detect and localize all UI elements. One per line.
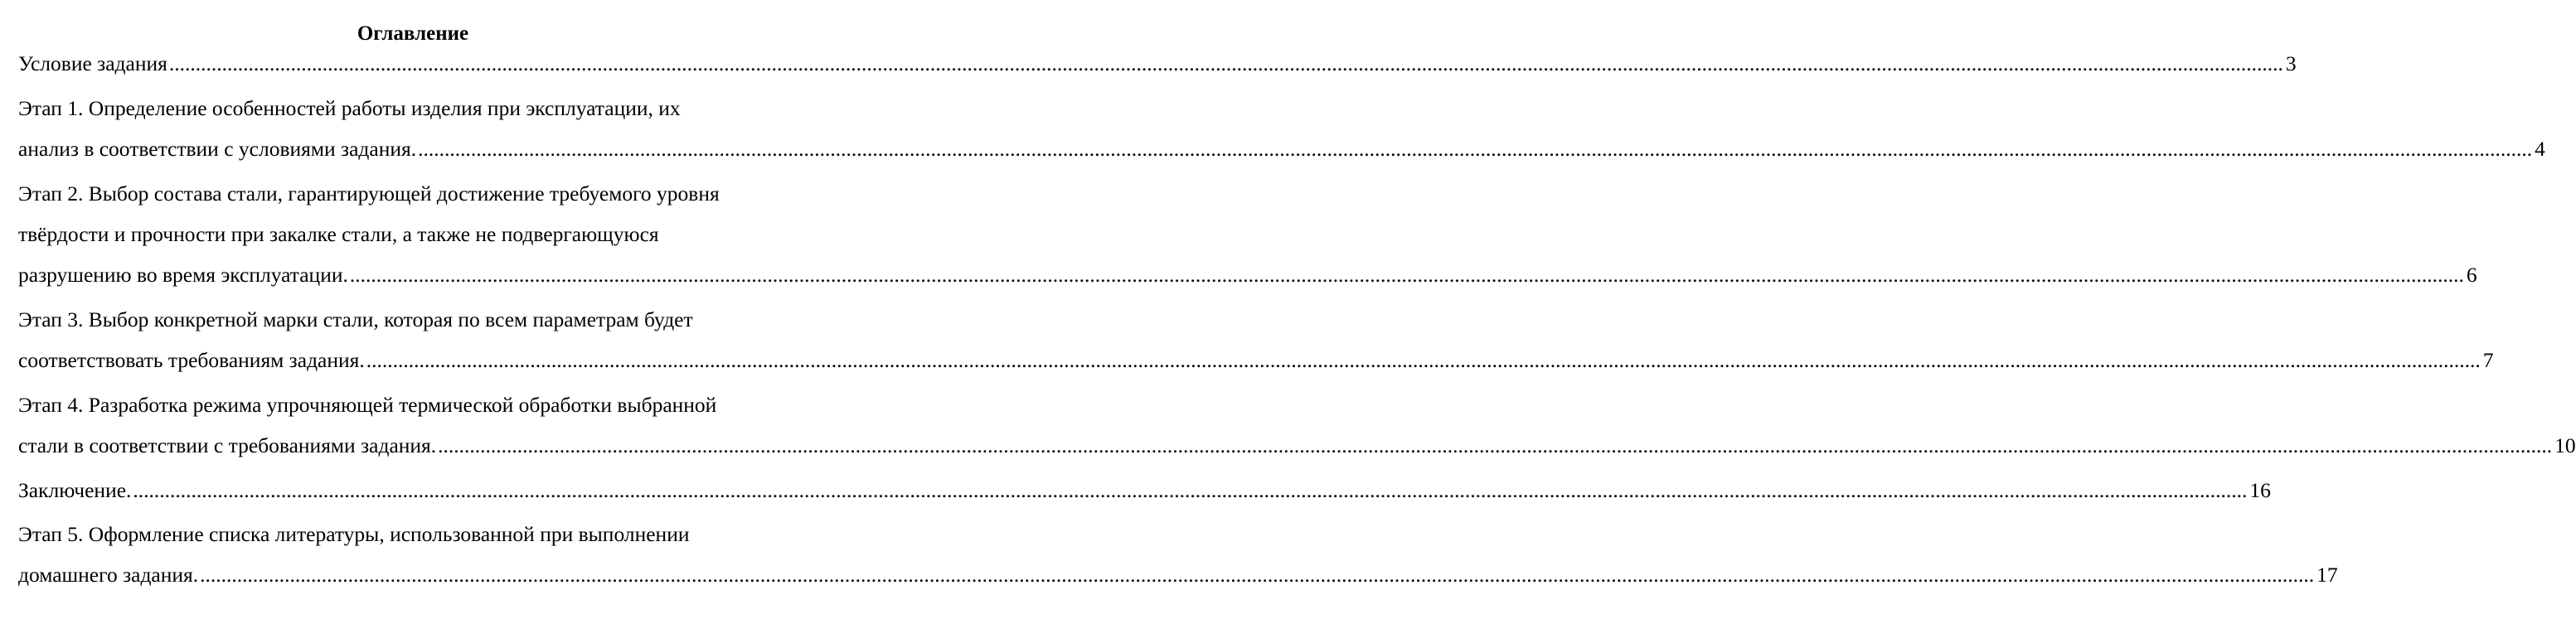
toc-entry-stage-1-cont[interactable] (18, 136, 2545, 162)
toc-page-number: 7 (2482, 348, 2494, 372)
toc-entry-stage-4-cont[interactable] (18, 433, 2576, 459)
toc-entry-text: Этап 3. Выбор конкретной марки стали, которая по всем параметрам будет (18, 307, 693, 331)
toc-entry-stage-2-cont[interactable] (18, 262, 2477, 288)
toc-entry-stage-5[interactable] (18, 521, 808, 548)
toc-page-number: 6 (2466, 263, 2477, 287)
toc-entry-text: соответствовать требованиям задания. (18, 348, 365, 372)
toc-page-number: 10 (2554, 433, 2576, 457)
dot-leader: ................................................................................................................................................................................................................................................................................................................................................................................................................ (168, 51, 2283, 75)
toc-entry-conclusion[interactable] (18, 477, 2271, 504)
dot-leader: ................................................................................................................................................................................................................................................................................................................................................................................................................ (438, 433, 2553, 457)
toc-entry-text: Этап 5. Оформление списка литературы, использованной при выполнении (18, 522, 690, 546)
toc-title: Оглавление (357, 22, 469, 45)
toc-entry-text: анализ в соответствии с условиями задания. (18, 137, 417, 161)
toc-page-number: 16 (2249, 478, 2271, 502)
toc-entry-text: твёрдости и прочности при закалке стали, а также не подвергающуюся (18, 222, 659, 246)
toc-entry-stage-3[interactable] (18, 307, 808, 333)
toc-entry-text: Заключение. (18, 478, 132, 502)
dot-leader: ................................................................................................................................................................................................................................................................................................................................................................................................................ (349, 263, 2464, 287)
toc-entry-stage-2[interactable] (18, 181, 808, 207)
toc-entry-conditions[interactable] (18, 51, 2297, 77)
toc-entry-text: Этап 4. Разработка режима упрочняющей термической обработки выбранной (18, 393, 717, 417)
toc-entry-text: стали в соответствии с требованиями задания. (18, 433, 437, 457)
toc-entry-stage-2-cont[interactable] (18, 221, 808, 248)
dot-leader: ................................................................................................................................................................................................................................................................................................................................................................................................................ (366, 348, 2481, 372)
toc-page-number: 4 (2535, 137, 2545, 161)
toc-entry-text: разрушению во время эксплуатации. (18, 263, 348, 287)
toc-entry-text: Условие задания (18, 51, 167, 75)
toc-entry-stage-5-cont[interactable] (18, 562, 2338, 588)
toc-entry-text: Этап 2. Выбор состава стали, гарантирующей достижение требуемого уровня (18, 181, 720, 206)
toc-page-number: 17 (2316, 563, 2338, 587)
dot-leader: ................................................................................................................................................................................................................................................................................................................................................................................................................ (200, 563, 2315, 587)
dot-leader: ................................................................................................................................................................................................................................................................................................................................................................................................................ (133, 478, 2248, 502)
toc-entry-text: Этап 1. Определение особенностей работы изделия при эксплуатации, их (18, 96, 681, 120)
toc-entry-text: домашнего задания. (18, 563, 199, 587)
toc-entry-stage-1[interactable] (18, 95, 808, 122)
toc-page-number: 3 (2285, 51, 2297, 75)
dot-leader: ................................................................................................................................................................................................................................................................................................................................................................................................................ (418, 137, 2533, 161)
toc-entry-stage-4[interactable] (18, 392, 808, 418)
toc-entry-stage-3-cont[interactable] (18, 347, 2494, 374)
